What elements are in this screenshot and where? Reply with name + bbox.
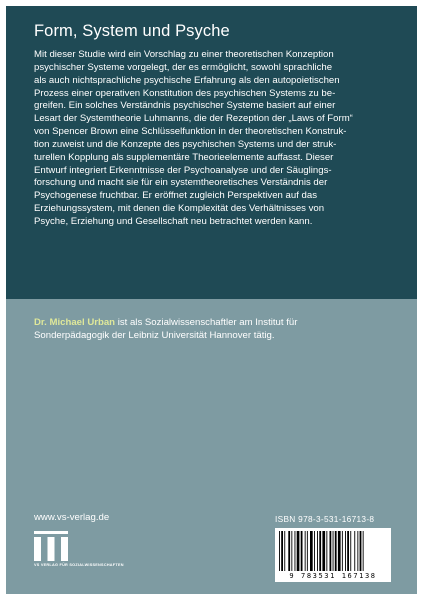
barcode — [275, 528, 391, 582]
author-name: Dr. Michael Urban — [34, 317, 116, 328]
publisher-name: VS VERLAG FÜR SOZIALWISSENSCHAFTEN — [34, 563, 124, 567]
blurb-line: Erziehungssystem, mit denen die Komplexität des Verhältnisses von — [34, 203, 325, 215]
blurb-line: Lesart der Systemtheorie Luhmanns, die der Rezeption der „Laws of Form“ — [34, 113, 353, 125]
blurb-line: Prozess einer operativen Konstitution des psychischen Systems zu be- — [34, 87, 336, 99]
author-bio-line-2: Sonderpädagogik der Leibniz Universität Hannover tätig. — [34, 329, 275, 341]
blurb-line: Mit dieser Studie wird ein Vorschlag zu einer theoretischen Konzeption — [34, 49, 334, 60]
publisher-logo-icon — [34, 531, 68, 561]
author-bio — [34, 317, 394, 343]
isbn-label: ISBN 978-3-531-16713-8 — [275, 514, 375, 524]
barcode-digits: 9 783531 167138 — [289, 572, 377, 580]
blurb-line: als auch nichtsprachliche psychische Erfahrung als den autopoietischen — [34, 74, 340, 86]
blurb-line: psychischer Systeme vorgelegt, der es ermöglicht, sowohl sprachliche — [34, 61, 333, 73]
author-bio-text: ist als Sozialwissenschaftler am Institut für — [115, 317, 298, 328]
publisher-website: www.vs-verlag.de — [34, 512, 110, 523]
blurb-line: Entwurf integriert Erkenntnisse der Psychoanalyse und der Säuglings- — [34, 164, 332, 176]
blurb-line: greifen. Ein solches Verständnis psychischer Systeme basiert auf einer — [34, 100, 336, 112]
blurb-text — [34, 49, 396, 229]
author-bio-line-1 — [34, 317, 394, 330]
blurb-line: turellen Kopplung als supplementäre Theorieelemente auffasst. Dieser — [34, 151, 334, 163]
blurb-line: tion zuweist und die Konzepte des psychischen Systems und der struk- — [34, 138, 337, 150]
blurb-line: von Spencer Brown eine Schlüsselfunktion in der theoretischen Konstruk- — [34, 126, 347, 138]
blurb-line: forschung und macht sie für ein systemtheoretisches Verständnis der — [34, 177, 328, 189]
barcode-bars-icon — [275, 528, 391, 572]
blurb-line: Psychogenese fruchtbar. Er eröffnet zugleich Perspektiven auf das — [34, 190, 318, 202]
blurb-line: Psyche, Erziehung und Gesellschaft neu betrachtet werden kann. — [34, 215, 313, 227]
book-title: Form, System und Psyche — [34, 22, 230, 40]
